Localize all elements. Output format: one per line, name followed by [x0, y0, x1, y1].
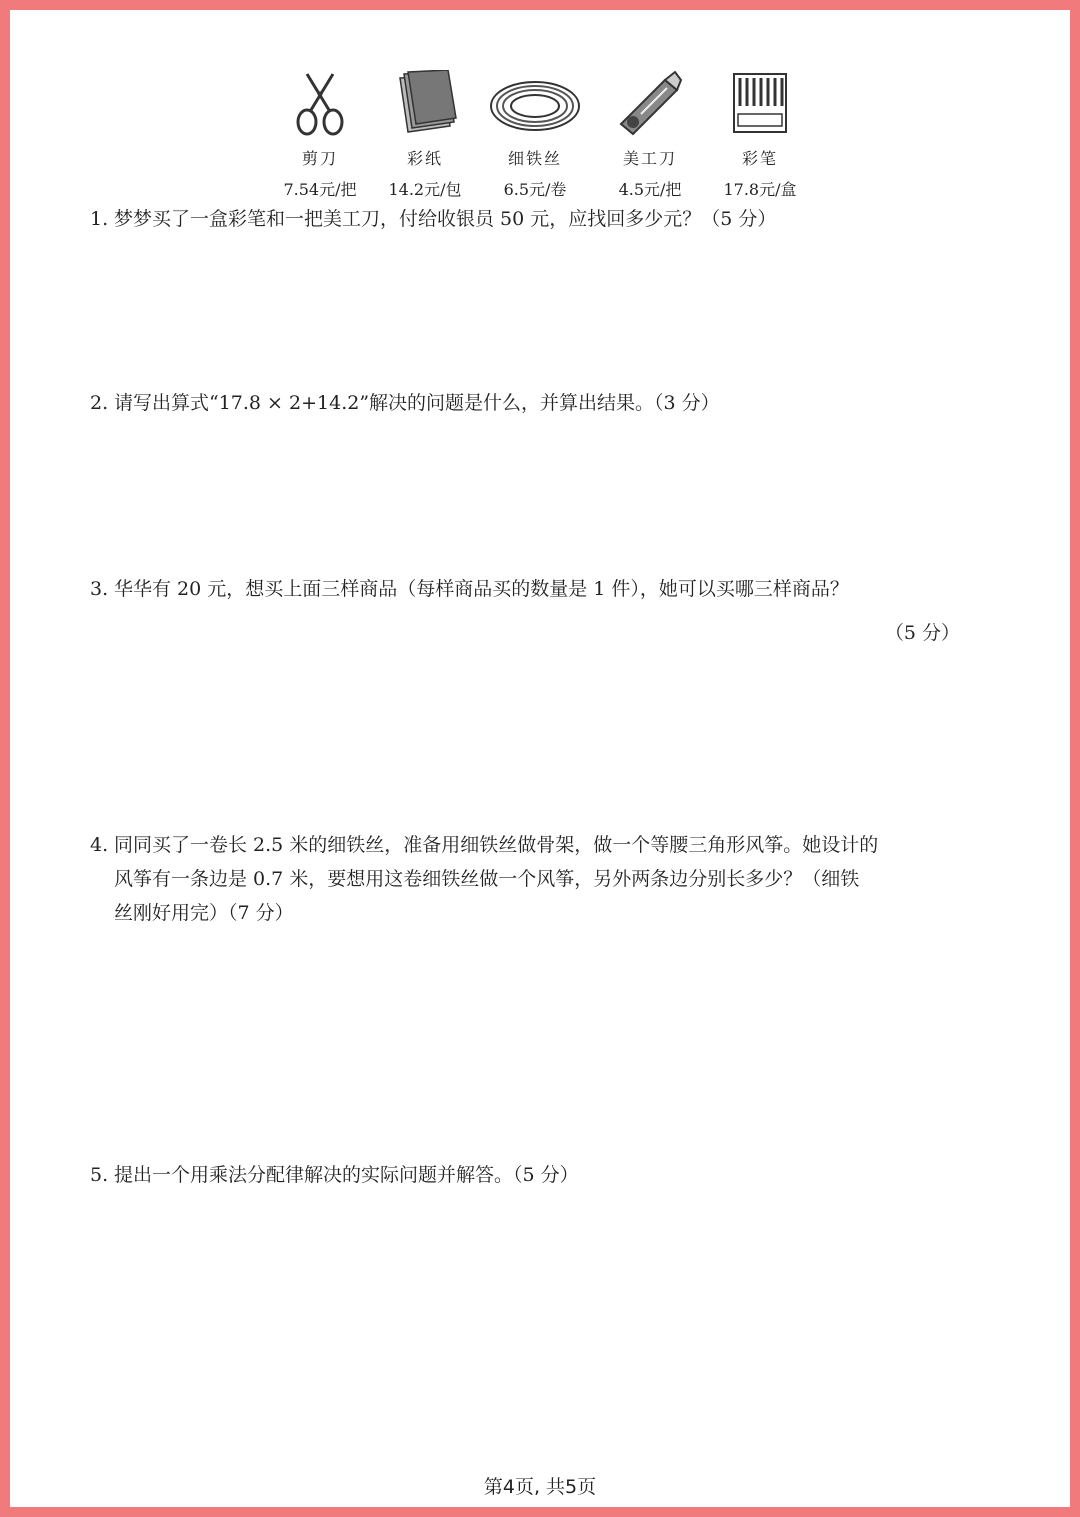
wire-coil-icon [487, 70, 583, 138]
goods-name: 彩笔 [741, 149, 778, 168]
question-text: 华华有 20 元，想买上面三样商品（每样商品买的数量是 1 件），她可以买哪三样商品？ [114, 578, 849, 600]
question-text-line: 风筝有一条边是 0.7 米，要想用这卷细铁丝做一个风筝，另外两条边分别长多少？（细铁 [114, 868, 860, 890]
question-text: 请写出算式“17.8 × 2+14.2”解决的问题是什么，并算出结果。（3 分） [114, 392, 720, 414]
question-text-line: 同同买了一卷长 2.5 米的细铁丝，准备用细铁丝做骨架，做一个等腰三角形风筝。她设计的 [114, 834, 879, 856]
question-text: 梦梦买了一盒彩笔和一把美工刀，付给收银员 50 元，应找回多少元？（5 分） [114, 208, 777, 230]
goods-item-color-pens [710, 70, 810, 200]
goods-name: 彩纸 [406, 149, 443, 168]
question-text-line: 丝刚好用完）（7 分） [114, 902, 294, 924]
goods-price: 4.5元/把 [618, 180, 682, 199]
question-3 [90, 572, 990, 606]
goods-item-scissors [270, 70, 370, 200]
question-number: 5. [90, 1164, 109, 1186]
goods-item-colored-paper [375, 70, 475, 200]
question-1 [90, 202, 990, 236]
question-3-score: （5 分） [884, 622, 960, 644]
exam-page [10, 10, 1070, 1507]
color-pens-box-icon [730, 70, 790, 138]
question-number: 4. [90, 834, 109, 856]
colored-paper-icon [390, 70, 460, 138]
goods-name: 美工刀 [622, 149, 677, 168]
question-number: 1. [90, 208, 109, 230]
question-2 [90, 386, 990, 420]
goods-name: 剪刀 [301, 149, 338, 168]
page-footer: 第4页, 共5页 [483, 1476, 597, 1498]
goods-item-utility-knife [600, 70, 700, 200]
goods-price: 7.54元/把 [283, 180, 357, 199]
question-5 [90, 1158, 990, 1192]
scissors-icon [285, 70, 355, 138]
question-4 [90, 828, 990, 930]
goods-name: 细铁丝 [507, 149, 562, 168]
goods-price: 6.5元/卷 [503, 180, 567, 199]
goods-price: 14.2元/包 [388, 180, 462, 199]
goods-item-wire [485, 70, 585, 200]
question-number: 3. [90, 578, 109, 600]
goods-price-list [270, 70, 830, 210]
question-text: 提出一个用乘法分配律解决的实际问题并解答。（5 分） [114, 1164, 579, 1186]
goods-price: 17.8元/盒 [723, 180, 797, 199]
question-number: 2. [90, 392, 109, 414]
utility-knife-icon [615, 70, 685, 138]
